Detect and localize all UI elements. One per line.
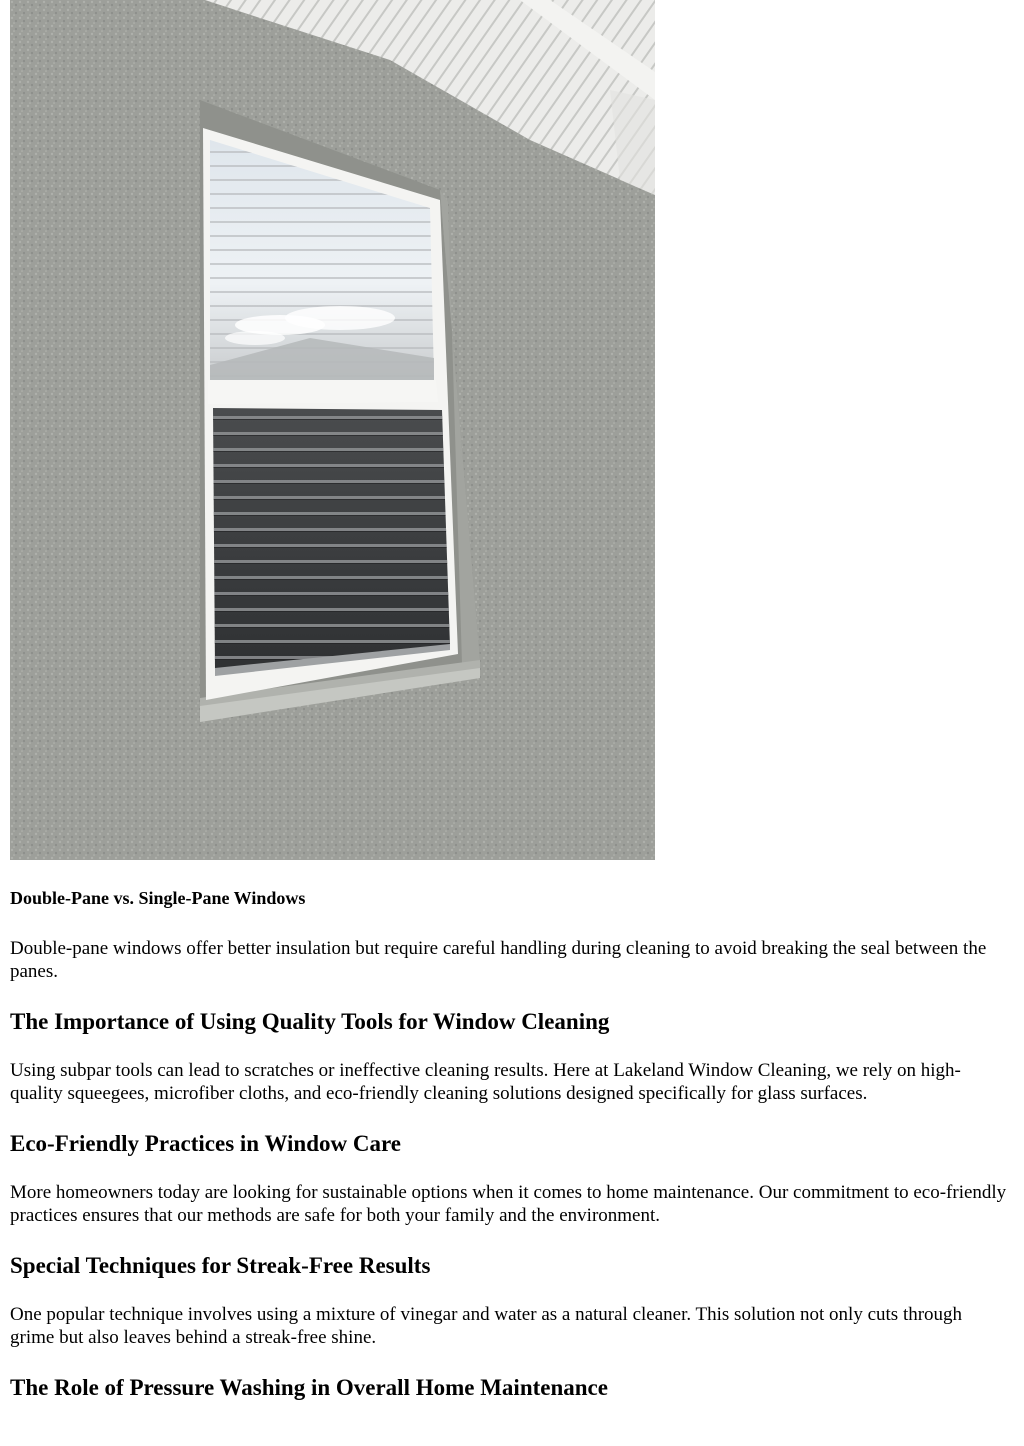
section-heading-streak-free: Special Techniques for Streak-Free Results xyxy=(10,1253,431,1278)
section-paragraph-eco-friendly: More homeowners today are looking for sustainable options when it comes to home maintenance. Our commitment to eco-friendly practices ensures that our methods are safe for both your family and the environment. xyxy=(10,1182,1007,1226)
window-photo xyxy=(10,0,655,860)
section-paragraph-streak-free: One popular technique involves using a mixture of vinegar and water as a natural cleaner. This solution not only cuts through grime but also leaves behind a streak-free shine. xyxy=(10,1304,963,1348)
section-paragraph-quality-tools: Using subpar tools can lead to scratches or ineffective cleaning results. Here at Lakeland Window Cleaning, we rely on high-quality squeegees, microfiber cloths, and eco-friendly cleaning solutions designed specifically for glass surfaces. xyxy=(10,1060,961,1104)
subheading: Double-Pane vs. Single-Pane Windows xyxy=(10,888,306,908)
section-heading-pressure-washing: The Role of Pressure Washing in Overall Home Maintenance xyxy=(10,1375,608,1400)
article xyxy=(10,885,1010,1425)
page xyxy=(10,0,1010,860)
subheading-paragraph: Double-pane windows offer better insulation but require careful handling during cleaning to avoid breaking the seal between the panes. xyxy=(10,938,987,982)
section-heading-eco-friendly: Eco-Friendly Practices in Window Care xyxy=(10,1131,401,1156)
section-heading-quality-tools: The Importance of Using Quality Tools for Window Cleaning xyxy=(10,1009,610,1034)
